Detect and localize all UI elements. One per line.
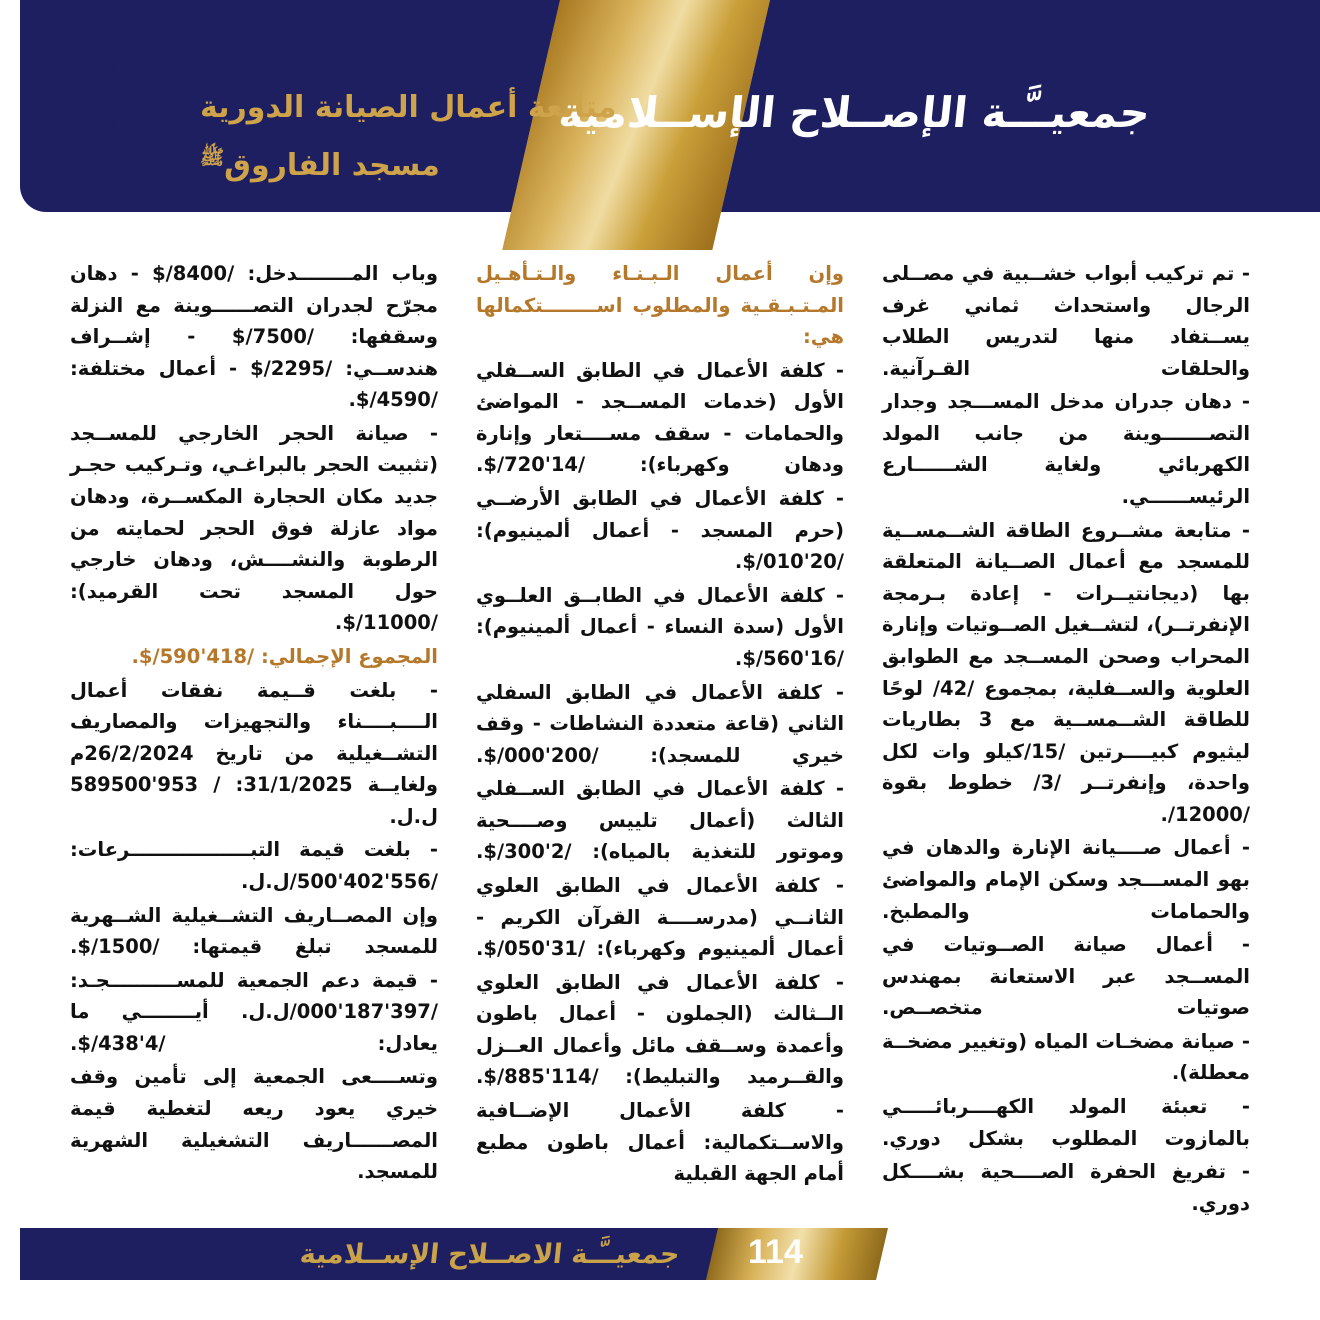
paragraph: - كلفة الأعمال في الطابق الســفلي الأول (خدمات المســجد - المواضئ والحمامات - سقف مســــتعار وإنارة ودهان وكهرباء): /14'720/$.: [476, 358, 844, 477]
association-logo-text: جمعيــَّـة الإصــلاح الإســلامية: [556, 88, 1153, 137]
paragraph: - بلغت قيمة التبــــــــــــــــــرعات: /556'402'500/ل.ل.: [70, 838, 438, 893]
paragraph: - متابعة مشــروع الطاقة الشــمســية للمسجد مع أعمال الصــيانة المتعلقة بها (ديجانتيــرات - إعادة بـرمجة الإنفرتــر)، لتشــغيل الصــوتيات وإنارة المحراب وصحن المســجد مع الطوابق العلوية والســفلية، بمجموع /42/ لوحًا للطاقة الشــمســية مع 3 بطاريات ليثيوم كبيــــرتين /15/كيلو وات لكل واحدة، وإنفرتــر /3/ خطوط بقوة /12000/.: [882, 518, 1250, 826]
paragraph: - كلفة الأعمال في الطابق الأرضــي (حرم المسجد - أعمال ألمينيوم): /20'010/$.: [476, 487, 844, 574]
paragraph: وباب المــــــــدخل: /8400/$ - دهان مجرّح لجدران التصــــــوينة مع النزلة وسقفها: /7500/$ - إشــراف هندســي: /2295/$ - أعمال مختلفة: /4590/$.: [70, 262, 438, 412]
total-amount-line: المجموع الإجمالي: /418'590/$.: [131, 644, 438, 668]
paragraph: - دهان جدران مدخل المســـجد وجدار التصـــــــوينة من جانب المولد الكهربائي ولغاية الشــــــارع الرئيســــــي.: [882, 390, 1250, 509]
paragraph: - تم تركيب أبواب خشــبية في مصــلى الرجال واستحداث ثماني غرف يســتفاد منها لتدريس الطلاب والحلقات القـرآنية.: [882, 262, 1250, 380]
paragraph: - كلفة الأعمال في الطابق السفلي الثاني (قاعة متعددة النشاطات - وقف خيري للمسجد): /200'000/$.: [476, 680, 844, 767]
footer-logo-text: جمعيــَّـة الاصــلاح الإســلامية: [298, 1239, 682, 1270]
paragraph: - بلغت قــيمة نفقات أعمال الــــبــــناء والتجهيزات والمصاريف التشــغيلية من تاريخ 26/2/2024م ولغايــة 31/1/2025: / 953'589500 ل.ل.: [70, 678, 438, 828]
paragraph: - كلفة الأعمال الإضــافية والاســتكمالية: أعمال باطون مطبع أمام الجهة القبلية: [476, 1099, 844, 1186]
article-body: [70, 258, 1250, 1215]
paragraph: وتســــعى الجمعية إلى تأمين وقف خيري يعود ريعه لتغطية قيمة المصــــــاريف التشغيلية الشهرية للمسجد.: [70, 1065, 438, 1184]
paragraph: وإن المصــاريف التشــغيلية الشــهرية للمسجد تبلغ قيمتها: /1500/$.: [70, 903, 438, 959]
page-footer: [0, 1192, 1320, 1320]
paragraph: - كلفة الأعمال في الطابق الســفلي الثالث (أعمال تلييس وصــــحية وموتور للتغذية بالمياه): /2'300/$.: [476, 777, 844, 864]
section-heading: وإن أعمال الـبـنـاء والـتـأهـيل المـتـبـقـية والمطلوب اســــــــتكمالها هي:: [476, 262, 844, 349]
page-title: متابعة أعمال الصيانة الدورية: [200, 90, 617, 125]
paragraph: - كلفة الأعمال في الطابــق العلــوي الأول (سدة النساء - أعمال ألمينيوم): /16'560/$.: [476, 583, 844, 670]
column-right: [882, 258, 1250, 1215]
column-left: [70, 258, 438, 1184]
paragraph: - صيانة الحجر الخارجي للمســجد (تثبيت الحجر بالبراغـي، وتـركيب حجـر جديد مكان الحجارة المكســرة، ودهان مواد عازلة فوق الحجر لحمايته من الرطوبة والنشــــش، ودهان خارجي حول المسجد تحت القرميد): /11000/$.: [70, 421, 438, 635]
year-label: 2025: [73, 20, 130, 154]
mosque-name: مسجد الفاروق: [224, 148, 440, 183]
paragraph: - كلفة الأعمال في الطابق العلوي الــثالث (الجملون - أعمال باطون وأعمدة وســقف مائل وأعمال العــزل والقــرميد والتبليط): /114'885/$.: [476, 970, 844, 1089]
paragraph: - تعبئة المولد الكهــــربائـــــي بالمازوت المطلوب بشكل دوري.: [882, 1095, 1250, 1150]
paragraph: - قيمة دعم الجمعية للمســــــــــجـد: /397'187'000/ل.ل. أيــــــــي ما يعادل: /4'438/$.: [70, 968, 438, 1055]
column-middle: [476, 258, 844, 1186]
paragraph: - تفريغ الحفرة الصــــحية بشــــكل دوري.: [882, 1160, 1250, 1215]
page-header: [0, 0, 1320, 222]
paragraph: - أعمال صــــيانة الإنارة والدهان في بهو المســـجد وسكن الإمام والمواضئ والحمامات والمطبخ.: [882, 836, 1250, 923]
paragraph: - صيانة مضخـات المياه (وتغيير مضخــة معطلة).: [882, 1029, 1250, 1085]
honorific-glyph: ﷺ: [200, 145, 225, 169]
paragraph: - كلفة الأعمال في الطابق العلوي الثانــي (مدرســــة القرآن الكريم - أعمال ألمينيوم وكهرباء): /31'050/$.: [476, 873, 844, 961]
paragraph: - أعمال صيانة الصــوتيات في المســجد عبر الاستعانة بمهندس صوتيات متخصــص.: [882, 933, 1250, 1020]
page-subtitle: [200, 145, 620, 183]
page-number: 114: [748, 1233, 803, 1271]
